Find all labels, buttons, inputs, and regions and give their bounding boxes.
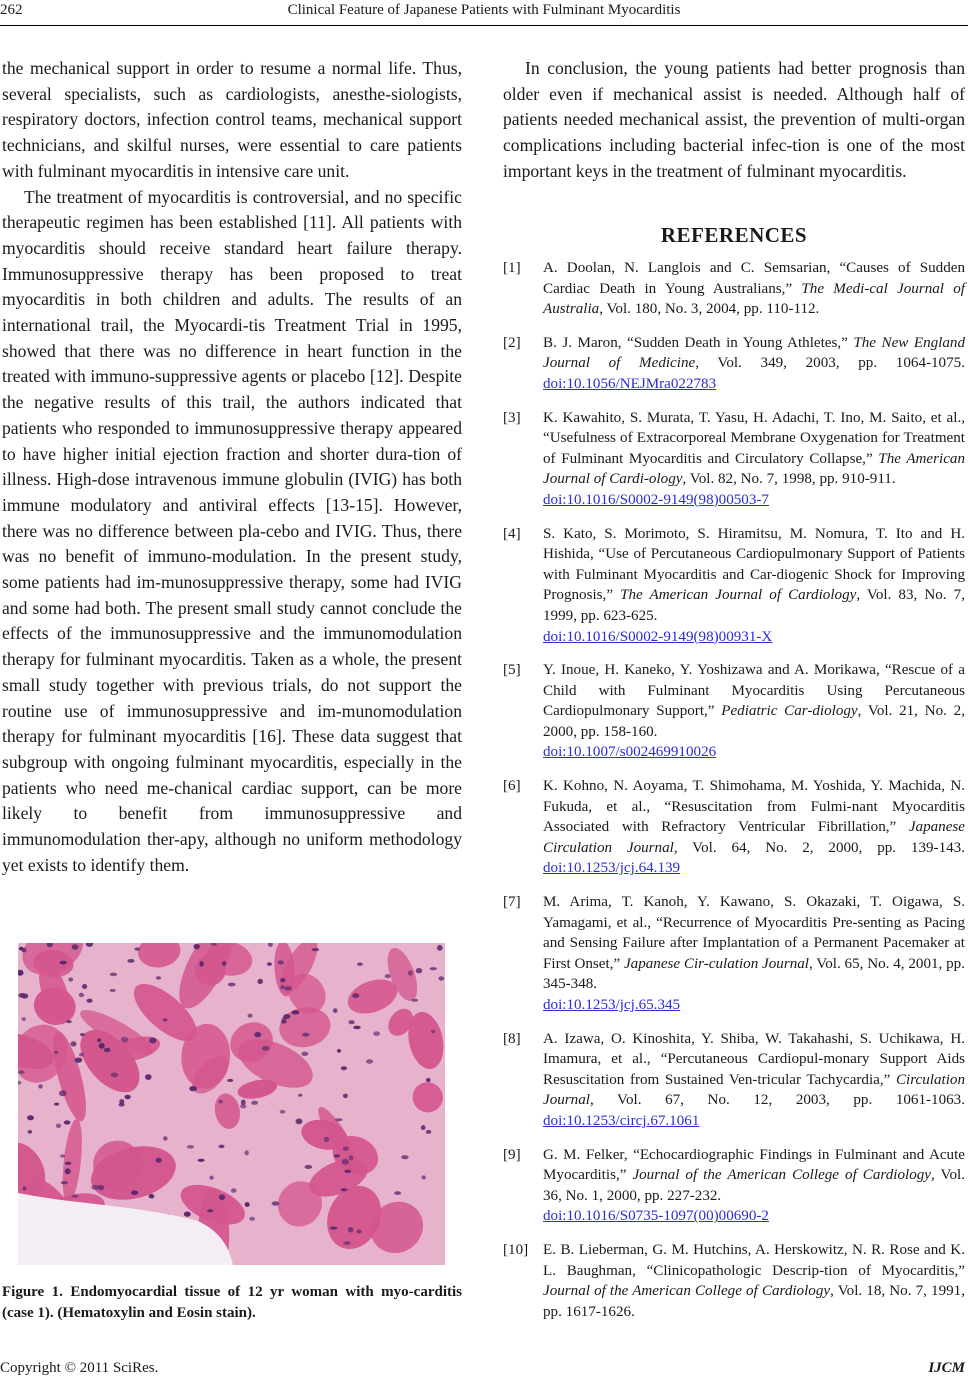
reference-number: [2] — [503, 334, 521, 351]
reference-journal: The New England Journal of Medicine — [543, 334, 965, 372]
reference-item — [503, 258, 965, 320]
nucleus — [110, 989, 116, 992]
reference-number: [4] — [503, 525, 521, 542]
reference-journal: Journal of the American College of Cardiology — [543, 1283, 831, 1300]
reference-item — [503, 333, 965, 395]
nucleus — [210, 1176, 214, 1180]
nucleus — [296, 1119, 303, 1125]
nucleus — [82, 984, 87, 989]
nucleus — [292, 1010, 300, 1014]
nucleus — [194, 944, 200, 949]
doi-link[interactable]: doi:10.1253/circj.67.1061 — [543, 1112, 700, 1129]
reference-number: [8] — [503, 1030, 521, 1047]
reference-item — [503, 524, 965, 648]
reference-number: [1] — [503, 260, 521, 276]
reference-details: , Vol. 349, 2003, pp. 1064-1075. — [695, 355, 965, 372]
nucleus — [416, 968, 423, 973]
reference-authors-title: B. J. Maron, “Sudden Death in Young Athletes,” — [543, 334, 854, 351]
nucleus — [281, 1020, 287, 1024]
nucleus — [60, 1154, 65, 1157]
nucleus — [207, 1209, 213, 1212]
doi-link[interactable]: doi:10.1056/NEJMra022783 — [543, 375, 717, 392]
reference-number: [7] — [503, 894, 521, 911]
nucleus — [298, 1094, 302, 1097]
nucleus — [156, 976, 161, 979]
nucleus — [163, 1136, 167, 1140]
nucleus — [127, 959, 134, 963]
reference-details: , Vol. 65, No. 4, 2001, pp. 345-348. — [543, 955, 965, 993]
reference-item — [503, 1145, 965, 1227]
nucleus — [22, 948, 27, 953]
reference-authors-title: Y. Inoue, H. Kaneko, Y. Yoshizawa and A. Morikawa, “Rescue of a Child with Fulminant Myocarditis Using Percutaneous Cardiopulmonary Support,” — [543, 662, 965, 720]
nucleus — [348, 1020, 354, 1024]
nucleus — [245, 1150, 249, 1155]
nucleus — [135, 947, 140, 950]
nucleus — [79, 993, 84, 997]
nucleus — [257, 979, 263, 984]
nucleus — [22, 1017, 26, 1021]
running-title: Clinical Feature of Japanese Patients with Fulminant Myocarditis — [287, 2, 681, 18]
nucleus — [54, 1051, 58, 1054]
nucleus — [333, 1008, 338, 1013]
reference-journal: Pediatric Car-diology — [721, 703, 858, 720]
left-column — [2, 56, 462, 879]
nucleus — [66, 1020, 72, 1023]
nucleus — [60, 961, 67, 965]
nucleus — [68, 977, 73, 981]
nucleus — [357, 963, 363, 966]
nucleus — [251, 1101, 258, 1105]
reference-journal: The American Journal of Cardiology — [620, 587, 857, 604]
nucleus — [187, 1145, 194, 1149]
reference-item — [503, 1029, 965, 1132]
reference-details: , Vol. 21, No. 2, 2000, pp. 158-160. — [543, 703, 965, 740]
nucleus — [245, 1202, 250, 1207]
nucleus — [438, 976, 444, 980]
reference-item — [503, 408, 965, 511]
nucleus — [149, 1194, 155, 1199]
nucleus — [249, 1217, 255, 1221]
nucleus — [65, 1162, 72, 1165]
nucleus — [248, 1014, 253, 1018]
reference-authors-title: K. Kohno, N. Aoyama, T. Shimohama, M. Yoshida, Y. Machida, N. Fukuda, et al., “Resuscitation from Fulmi-nant Myocarditis Associated with Refractory Ventricular Fibrillation,” — [543, 778, 965, 836]
nucleus — [337, 1049, 341, 1053]
nucleus — [61, 1181, 68, 1184]
reference-authors-title: G. M. Felker, “Echocardiographic Findings in Fulminant and Acute Myocarditis,” — [543, 1146, 965, 1184]
page-header — [0, 0, 968, 32]
reference-authors-title: A. Izawa, O. Kinoshita, Y. Shiba, W. Takahashi, S. Uchikawa, H. Imamura, et al., “Percutaneous Cardiopul-monary Support Aids Resuscitation from Sustained Ven-tricular Tachycardia,” — [543, 1030, 965, 1088]
nucleus — [343, 1146, 349, 1151]
nucleus — [54, 1103, 59, 1106]
paragraph: The treatment of myocarditis is controversial, and no specific therapeutic regimen has been established [11]. All patients with myocarditis should receive standard heart failure therapy. Immunosuppressive therapy has been proposed to treat myocarditis in both children and adults. The results of an international trail, the Myocardi-tis Treatment Trial in 1995, showed that there was no difference in heart function in the treated with immuno-suppressive agents or placebo [12]. Despite the negative results of this trail, the authors indicated that patients who responded to immunosuppressive therapy appeared to have higher initial ejection fraction and shorter dura-tion of illness. High-dose intravenous immune globulin (IVIG) has both immune modulatory and antiviral effects [13-15]. However, there was no difference between pla-cebo and IVIG. Thus, there was no benefit of immuno-modulation. In the present study, some patients had im-munosuppressive therapy, some had IVIG and some had both. The present small study cannot conclude the effects of the immunosuppressive and the immunomodulation therapy for fulminant myocarditis. Taken as a whole, the present small study together with previous trials, do not support the routine use of immunosuppressive and im-munomodulation therapy for fulminant myocarditis [16]. These data suggest that subgroup with ongoing fulminant myocarditis, especially in the patients who need me-chanical cardiac support, can be more likely to benefit from immunosuppressive and immunomodulation ther-apy, although no uniform methodology yet exists to identify them. — [2, 186, 462, 875]
histology-figure — [18, 943, 445, 1265]
doi-link[interactable]: doi:10.1253/jcj.65.345 — [543, 997, 681, 1013]
nucleus — [121, 1037, 129, 1043]
nucleus — [38, 1084, 43, 1088]
doi-link[interactable]: doi:10.1016/S0002-9149(98)00931-X — [543, 628, 773, 645]
nucleus — [145, 1074, 152, 1080]
nucleus — [59, 1090, 67, 1096]
nucleus — [373, 1031, 380, 1036]
reference-details: , Vol. 83, No. 7, 1999, pp. 623-625. — [543, 587, 965, 624]
reference-item — [503, 660, 965, 763]
nucleus — [87, 999, 93, 1003]
reference-list — [503, 258, 965, 1335]
nucleus — [189, 1086, 197, 1091]
paragraph: In conclusion, the young patients had better prognosis than older even if mechanical assist is needed. Although half of patients needed mechanical assist, the prevention of multi-organ complications including bacterial infec-tion is one of the most important keys in the treatment of fulminant myocarditis. — [503, 58, 965, 181]
nucleus — [65, 1168, 71, 1174]
reference-item — [503, 776, 965, 879]
nucleus — [97, 1038, 101, 1042]
nucleus — [231, 1188, 237, 1193]
nucleus — [394, 1191, 401, 1195]
reference-journal: Journal of the American College of Cardiology — [632, 1167, 931, 1184]
nucleus — [349, 1155, 354, 1160]
nucleus — [366, 1059, 373, 1063]
nucleus — [163, 1018, 168, 1021]
nucleus — [222, 961, 226, 966]
nucleus — [344, 1170, 351, 1173]
nucleus — [401, 1155, 408, 1159]
nucleus — [262, 1046, 269, 1051]
histology-image — [18, 943, 445, 1265]
nucleus — [56, 1124, 61, 1129]
nucleus — [72, 1195, 79, 1198]
nucleus — [156, 1158, 162, 1163]
nucleus — [426, 1130, 431, 1134]
nucleus — [343, 1241, 351, 1245]
nucleus — [284, 986, 292, 991]
paragraph: the mechanical support in order to resume a normal life. Thus, several specialists, such as cardiologists, anesthe-siologists, respiratory doctors, infection control teams, mechanical support technicians, and skilful nurses, were essential to care patients with fulminant myocarditis in intensive care unit. — [2, 58, 462, 181]
nucleus — [71, 1041, 77, 1046]
nucleus — [219, 1145, 225, 1149]
reference-details: , Vol. 64, No. 2, 2000, pp. 139-143. — [673, 839, 965, 856]
reference-authors-title: M. Arima, T. Kanoh, Y. Kawano, S. Okazaki, T. Oigawa, S. Yamagami, et al., “Recurrence of Myocarditis Pre-senting as Pacing and Sensing Failure after Implantation of a Permanent Pacemaker at First Onset,” — [543, 894, 965, 972]
reference-authors-title: A. Doolan, N. Langlois and C. Semsarian, “Causes of Sudden Cardiac Death in Young Australians,” — [543, 260, 965, 297]
nucleus — [18, 1070, 24, 1074]
nucleus — [64, 1120, 71, 1124]
nucleus — [111, 1073, 119, 1078]
nucleus — [357, 1230, 362, 1234]
nucleus — [241, 1100, 246, 1106]
reference-item — [503, 1240, 965, 1322]
nucleus — [184, 1212, 191, 1217]
nucleus — [426, 1078, 431, 1082]
nucleus — [324, 1137, 330, 1143]
nucleus — [301, 1052, 308, 1056]
nucleus — [18, 993, 25, 998]
reference-details: , Vol. 18, No. 7, 1991, pp. 1617-1626. — [543, 1283, 965, 1320]
nucleus — [228, 983, 236, 987]
nucleus — [411, 999, 418, 1002]
right-column — [503, 56, 965, 185]
nucleus — [80, 1033, 85, 1036]
nucleus — [72, 944, 79, 950]
reference-number: [9] — [503, 1146, 521, 1163]
doi-link[interactable]: doi:10.1007/s002469910026 — [543, 744, 717, 761]
nucleus — [353, 1026, 361, 1030]
nucleus — [149, 1038, 156, 1044]
nucleus — [278, 960, 285, 964]
nucleus — [422, 1175, 426, 1179]
nucleus — [99, 1043, 105, 1049]
nucleus — [125, 1095, 131, 1100]
reference-journal: Japanese Cir-culation Journal — [623, 955, 809, 972]
nucleus — [272, 1201, 280, 1205]
reference-journal: The Medi-cal Journal of Australia — [543, 280, 965, 318]
doi-link[interactable]: doi:10.1016/S0002-9149(98)00503-7 — [543, 491, 769, 508]
nucleus — [267, 962, 272, 966]
nucleus — [75, 1058, 83, 1063]
reference-details: , Vol. 67, No. 12, 2003, pp. 1061-1063. — [589, 1092, 965, 1109]
nucleus — [79, 1053, 84, 1057]
copyright: Copyright © 2011 SciRes. — [0, 1360, 159, 1376]
nucleus — [110, 973, 117, 977]
nucleus — [227, 1079, 233, 1082]
nucleus — [437, 945, 443, 951]
nucleus — [302, 1033, 309, 1037]
references-heading: REFERENCES — [660, 223, 808, 247]
reference-number: [3] — [503, 409, 521, 426]
nucleus — [27, 1115, 34, 1120]
nucleus — [312, 948, 320, 951]
nucleus — [254, 1032, 261, 1037]
reference-details: , Vol. 36, No. 1, 2000, pp. 227-232. — [543, 1167, 965, 1204]
nucleus — [341, 1066, 347, 1070]
nucleus — [199, 961, 203, 967]
nucleus — [219, 1100, 223, 1103]
reference-number: [10] — [503, 1241, 529, 1258]
nucleus — [330, 1227, 338, 1230]
nucleus — [421, 1125, 426, 1130]
reference-number: [5] — [503, 662, 521, 679]
doi-link[interactable]: doi:10.1253/jcj.64.139 — [543, 860, 681, 877]
header-rule — [0, 25, 968, 26]
reference-details: , Vol. 180, No. 3, 2004, pp. 110-112. — [599, 301, 820, 318]
reference-item — [503, 892, 965, 1016]
reference-number: [6] — [503, 778, 521, 795]
nucleus — [198, 1159, 205, 1162]
reference-authors-title: S. Kato, S. Morimoto, S. Hiramitsu, M. Nomura, T. Ito and H. Hishida, “Use of Percutaneous Cardiopulmonary Support of Patients with Fulminant Myocarditis and Car-diogenic Shock for Improving Prognosis,” — [543, 525, 965, 604]
reference-journal: The American Journal of Cardi-ology — [543, 450, 965, 488]
nucleus — [334, 1154, 340, 1157]
nucleus — [335, 1118, 343, 1121]
nucleus — [91, 1185, 99, 1190]
page-number: 262 — [0, 2, 23, 18]
reference-authors-title: K. Kawahito, S. Murata, T. Yasu, H. Adachi, T. Ino, M. Saito, et al., “Usefulness of Extracorporeal Membrane Oxygenation for Treatment of Fulminant Myocarditis and Circulatory Collapse,” — [543, 409, 965, 467]
nucleus — [348, 1227, 354, 1232]
journal-abbrev: IJCM — [928, 1360, 965, 1376]
nucleus — [283, 1014, 290, 1019]
figure-caption: Figure 1. Endomyocardial tissue of 12 yr woman with myo-carditis (case 1). (Hematoxylin and Eosin stain). — [2, 1284, 462, 1321]
nucleus — [431, 1030, 435, 1033]
nucleus — [352, 993, 359, 998]
nucleus — [408, 970, 413, 975]
reference-authors-title: E. B. Lieberman, G. M. Hutchins, A. Herskowitz, N. R. Rose and K. L. Baughman, “Clinicopathologic Descrip-tion of Myocarditis,” — [543, 1241, 965, 1279]
nucleus — [341, 1188, 348, 1191]
doi-link[interactable]: doi:10.1016/S0735-1097(00)00690-2 — [543, 1208, 769, 1225]
nucleus — [28, 1130, 33, 1134]
nucleus — [343, 1094, 348, 1099]
nucleus — [430, 967, 437, 970]
nucleus — [280, 978, 285, 982]
nucleus — [280, 985, 284, 989]
nucleus — [104, 1048, 111, 1053]
nucleus — [23, 1186, 27, 1190]
reference-journal: Japanese Circulation Journal — [543, 819, 965, 856]
nucleus — [131, 1190, 138, 1195]
nucleus — [342, 1159, 349, 1165]
nucleus — [385, 974, 391, 978]
nucleus — [219, 1194, 225, 1200]
nucleus — [119, 1099, 124, 1105]
nucleus — [280, 1110, 286, 1114]
nucleus — [305, 1165, 313, 1169]
reference-journal: Circulation Journal — [543, 1071, 965, 1109]
reference-details: , Vol. 82, No. 7, 1998, pp. 910-911. — [682, 471, 896, 488]
